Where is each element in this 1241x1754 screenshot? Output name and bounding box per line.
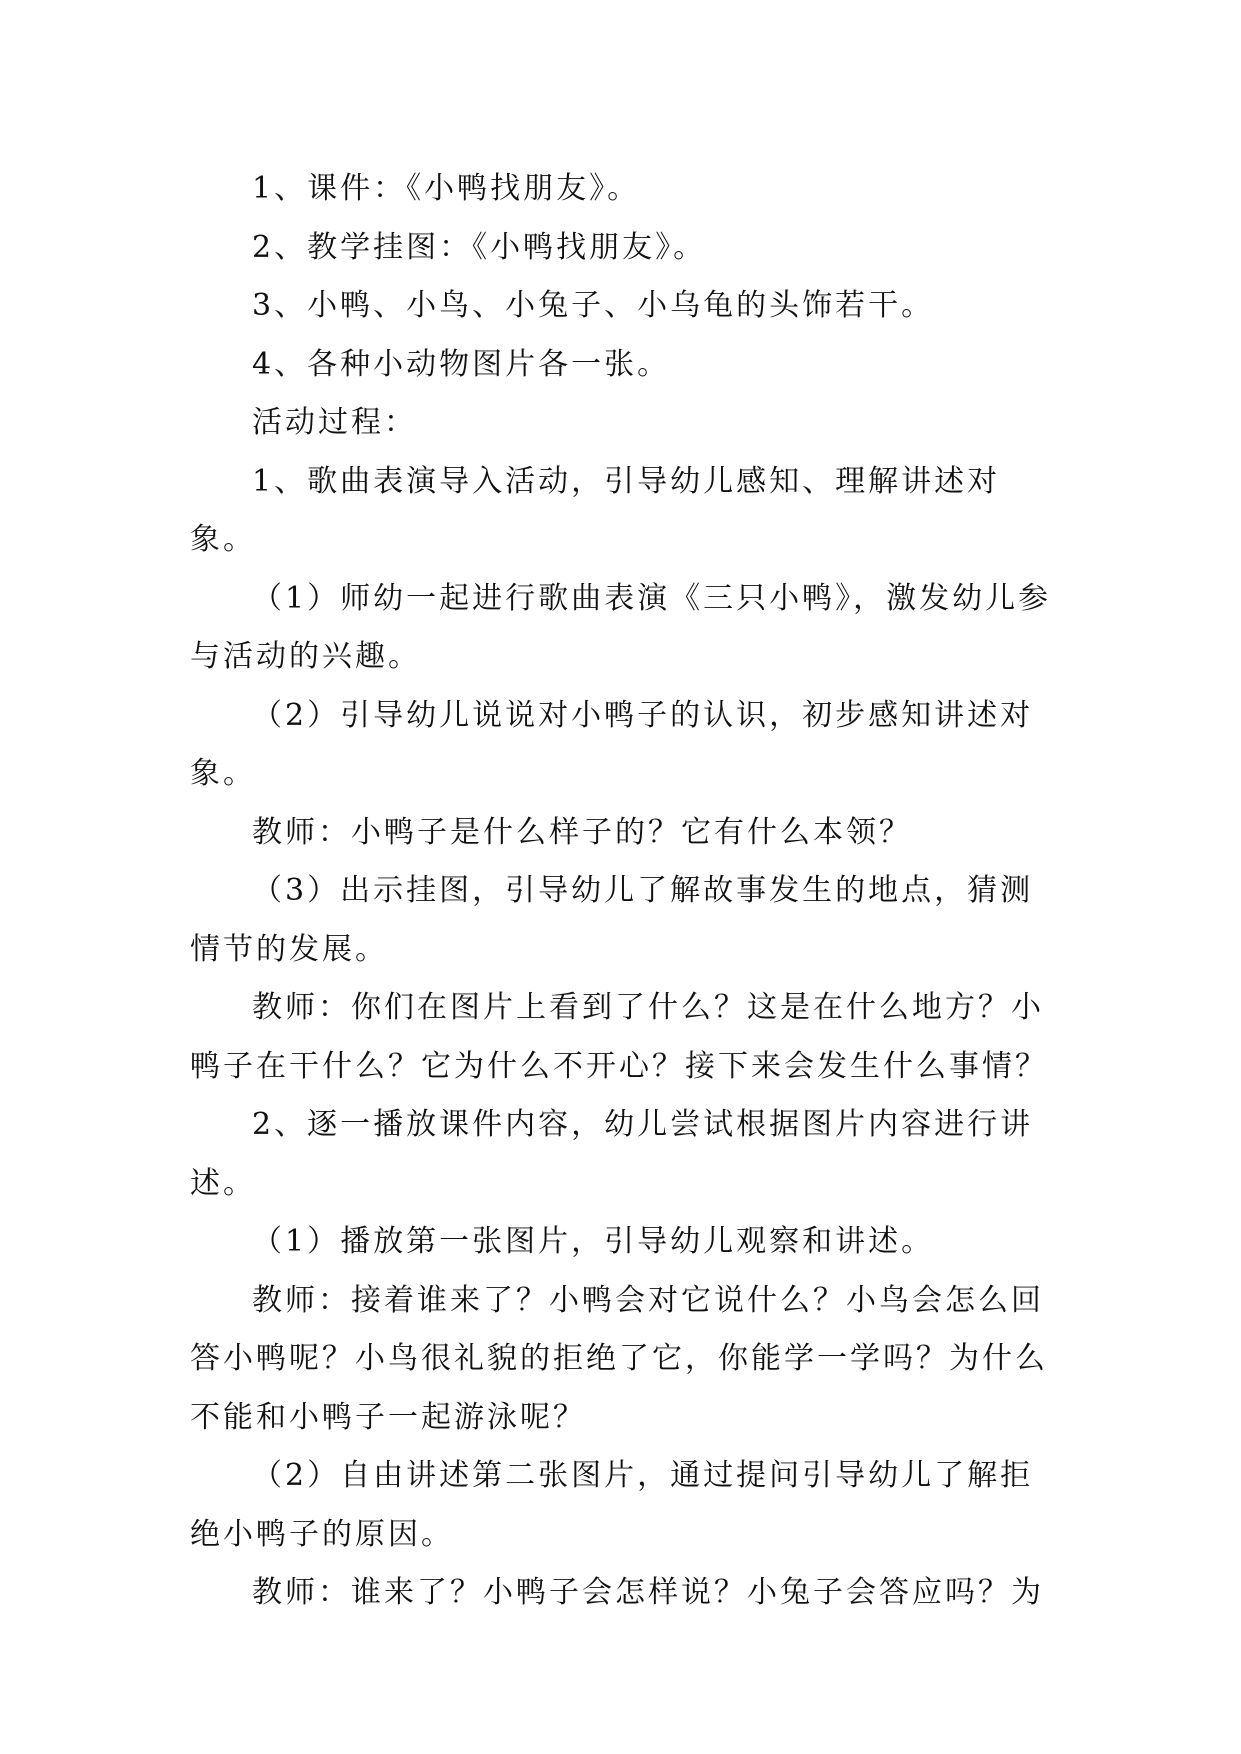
document-body <box>190 160 1060 1623</box>
paragraph-teacher-question-4: 教师：谁来了？小鸭子会怎样说？小兔子会答应吗？为 <box>252 1575 1044 1610</box>
paragraph-teacher-question-2: 教师：你们在图片上看到了什么？这是在什么地方？小鸭子在干什么？它为什么不开心？接下来会发生什么事情？ <box>190 990 1048 1084</box>
paragraph-material-3: 3、小鸭、小鸟、小兔子、小乌龟的头饰若干。 <box>252 288 935 323</box>
paragraph-step-1-3: （3）出示挂图，引导幼儿了解故事发生的地点，猜测情节的发展。 <box>190 873 1034 967</box>
paragraph-step-1-2: （2）引导幼儿说说对小鸭子的认识，初步感知讲述对象。 <box>190 697 1034 791</box>
paragraph-step-2: 2、逐一播放课件内容，幼儿尝试根据图片内容进行讲述。 <box>190 1107 1034 1201</box>
paragraph-material-2: 2、教学挂图：《小鸭找朋友》。 <box>252 229 707 265</box>
paragraph-step-1: 1、歌曲表演导入活动，引导幼儿感知、理解讲述对象。 <box>190 463 1001 557</box>
paragraph-material-4: 4、各种小动物图片各一张。 <box>252 346 671 382</box>
paragraph-teacher-question-1: 教师：小鸭子是什么样子的？它有什么本领？ <box>252 814 912 850</box>
paragraph-teacher-question-3: 教师：接着谁来了？小鸭会对它说什么？小鸟会怎么回答小鸭呢？小鸟很礼貌的拒绝了它，你能学一学吗？为什么不能和小鸭子一起游泳呢？ <box>190 1282 1048 1435</box>
paragraph-material-1: 1、课件：《小鸭找朋友》。 <box>252 171 641 206</box>
paragraph-step-2-1: （1）播放第一张图片，引导幼儿观察和讲述。 <box>252 1224 935 1259</box>
paragraph-step-1-1: （1）师幼一起进行歌曲表演《三只小鸭》，激发幼儿参与活动的兴趣。 <box>190 580 1052 674</box>
section-heading-activity-process: 活动过程： <box>252 405 417 440</box>
paragraph-step-2-2: （2）自由讲述第二张图片，通过提问引导幼儿了解拒绝小鸭子的原因。 <box>190 1458 1034 1552</box>
